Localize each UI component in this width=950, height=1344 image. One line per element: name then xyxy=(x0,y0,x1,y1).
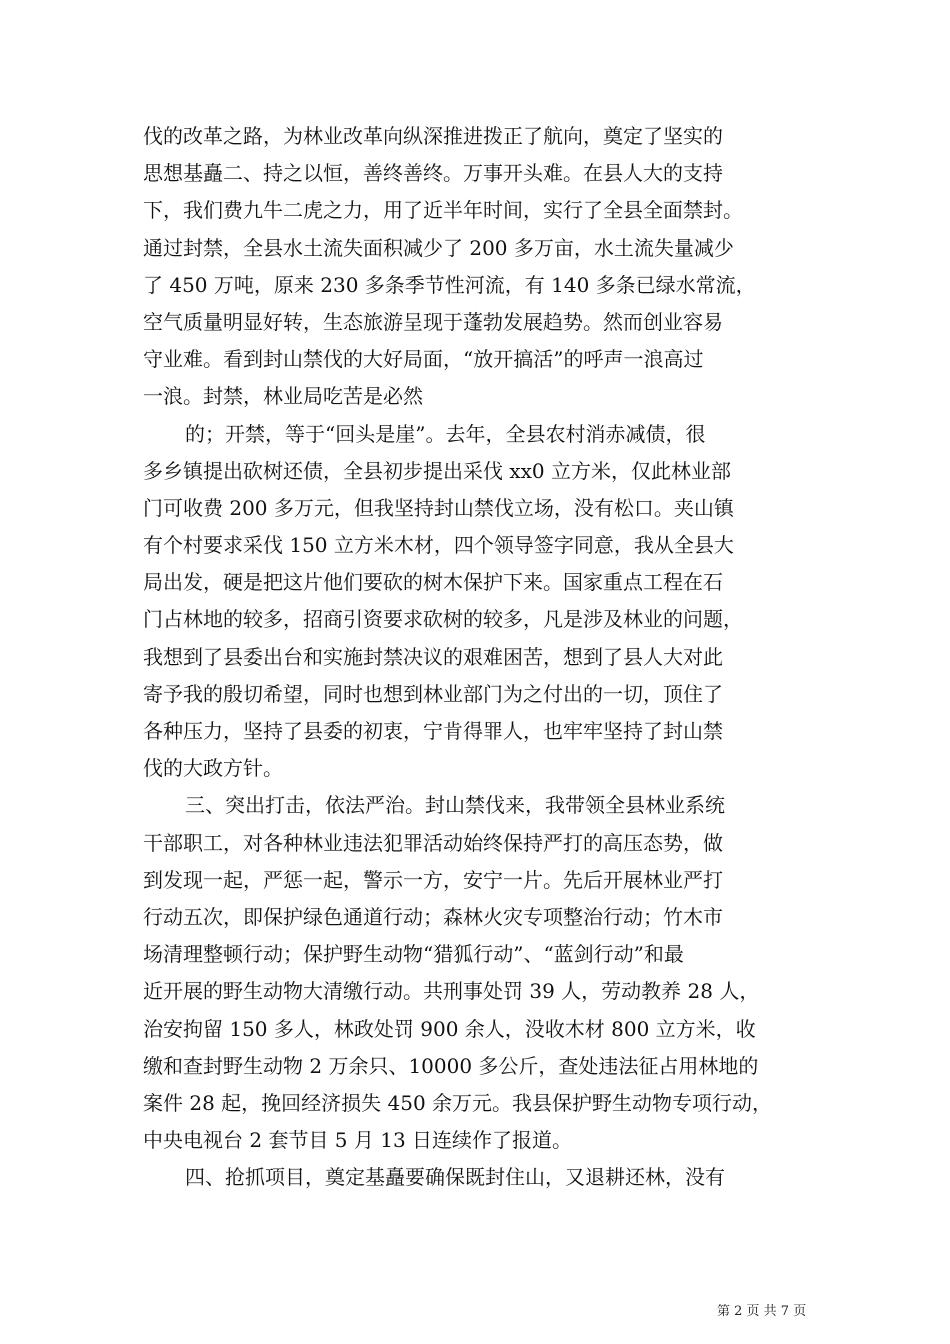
body-text xyxy=(143,118,809,1196)
text-line: 我想到了县委出台和实施封禁决议的艰难困苦，想到了县人大对此 xyxy=(143,644,723,669)
text-line: 的；开禁，等于“回头是崖”。去年，全县农村消赤减债，很 xyxy=(185,421,706,446)
text-line: 干部职工，对各种林业违法犯罪活动始终保持严打的高压态势，做 xyxy=(143,830,723,855)
text-line: 四、抢抓项目，奠定基矗要确保既封住山，又退耕还林，没有 xyxy=(185,1165,725,1190)
text-line: 下，我们费九牛二虎之力，用了近半年时间，实行了全县全面禁封。 xyxy=(143,198,743,223)
text-line: 通过封禁，全县水土流失面积减少了 200 多万亩，水土流失量减少 xyxy=(143,235,734,260)
text-line: 一浪。封禁，林业局吃苦是必然 xyxy=(143,384,423,409)
text-line: 中央电视台 2 套节目 5 月 13 日连续作了报道。 xyxy=(143,1128,573,1153)
text-line: 有个村要求采伐 150 立方米木材，四个领导签字同意，我从全县大 xyxy=(143,533,734,558)
text-line: 各种压力，坚持了县委的初衷，宁肯得罪人，也牢牢坚持了封山禁 xyxy=(143,719,723,743)
text-line: 门占林地的较多，招商引资要求砍树的较多，凡是涉及林业的问题， xyxy=(143,607,743,632)
text-line: 门可收费 200 多万元，但我坚持封山禁伐立场，没有松口。夹山镇 xyxy=(143,495,734,520)
text-line: 案件 28 起，挽回经济损失 450 余万元。我县保护野生动物专项行动， xyxy=(143,1090,773,1115)
text-line: 到发现一起，严惩一起，警示一方，安宁一片。先后开展林业严打 xyxy=(143,867,723,892)
text-line: 治安拘留 150 多人，林政处罚 900 余人，没收木材 800 立方米，收 xyxy=(143,1016,756,1041)
text-line: 近开展的野生动物大清缴行动。共刑事处罚 39 人，劳动教养 28 人， xyxy=(143,979,760,1004)
text-line: 了 450 万吨，原来 230 多条季节性河流，有 140 多条已绿水常流， xyxy=(143,272,756,297)
text-line: 行动五次，即保护绿色通道行动；森林火灾专项整治行动；竹木市 xyxy=(143,904,723,929)
text-line: 空气质量明显好转，生态旅游呈现于蓬勃发展趋势。然而创业容易 xyxy=(143,309,723,334)
text-line: 守业难。看到封山禁伐的大好局面，“放开搞活”的呼声一浪高过 xyxy=(143,347,704,372)
page-number: 第 2 页 共 7 页 xyxy=(717,1304,807,1319)
text-line: 三、突出打击，依法严治。封山禁伐来，我带领全县林业系统 xyxy=(185,793,725,818)
text-line: 场清理整顿行动；保护野生动物“猎狐行动”、“蓝剑行动”和最 xyxy=(143,942,684,967)
text-line: 缴和查封野生动物 2 万余只、10000 多公斤，查处违法征占用林地的 xyxy=(143,1053,759,1078)
text-line: 多乡镇提出砍树还债，全县初步提出采伐 xx0 立方米，仅此林业部 xyxy=(143,458,731,483)
text-line: 伐的大政方针。 xyxy=(143,756,283,781)
text-line: 伐的改革之路，为林业改革向纵深推进拨正了航向，奠定了坚实的 xyxy=(143,124,723,148)
text-line: 思想基矗二、持之以恒，善终善终。万事开头难。在县人大的支持 xyxy=(143,161,723,186)
text-line: 局出发，硬是把这片他们要砍的树木保护下来。国家重点工程在石 xyxy=(143,570,723,595)
text-line: 寄予我的殷切希望，同时也想到林业部门为之付出的一切，顶住了 xyxy=(143,681,723,706)
